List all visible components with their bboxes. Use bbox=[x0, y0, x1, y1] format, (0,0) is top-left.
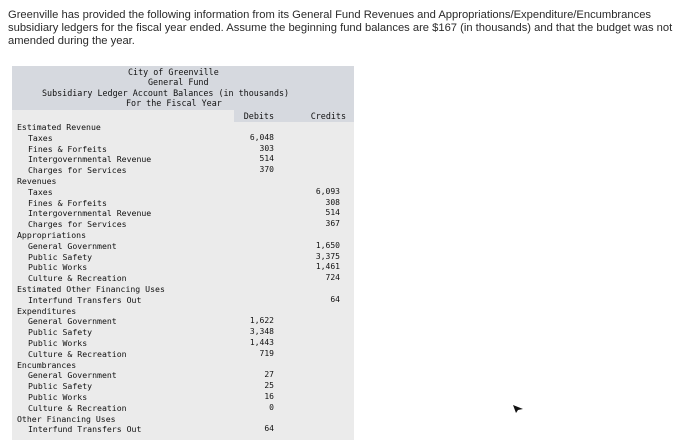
ledger-category-label: Other Financing Uses bbox=[17, 413, 116, 424]
ledger-account-label: General Government bbox=[28, 316, 117, 327]
credit-amount: 724 bbox=[325, 273, 340, 283]
credits-column-header: Credits bbox=[274, 110, 354, 122]
debits-column-header: Debits bbox=[234, 110, 274, 122]
credit-amount: 308 bbox=[325, 197, 340, 207]
credit-amount: 367 bbox=[325, 219, 340, 229]
ledger-account-label: Public Works bbox=[28, 391, 88, 402]
credit-amount: 3,375 bbox=[315, 251, 340, 261]
ledger-account-label: Public Safety bbox=[28, 381, 93, 392]
ledger-account-label: Interfund Transfers Out bbox=[28, 294, 142, 305]
debit-amount: 1,443 bbox=[249, 337, 274, 347]
ledger-category-label: Estimated Revenue bbox=[17, 122, 101, 132]
ledger-row bbox=[12, 262, 354, 273]
ledger-account-label: Taxes bbox=[28, 186, 53, 197]
ledger-row bbox=[12, 414, 354, 425]
ledger-category-label: Revenues bbox=[17, 175, 57, 186]
ledger-row bbox=[12, 392, 354, 403]
ledger-title-city: City of Greenville bbox=[128, 67, 219, 77]
ledger-row bbox=[12, 360, 354, 371]
ledger-row bbox=[12, 122, 354, 133]
credit-amount: 64 bbox=[330, 294, 340, 304]
ledger-row bbox=[12, 154, 354, 165]
ledger-row bbox=[12, 198, 354, 209]
debit-amount: 719 bbox=[259, 348, 274, 358]
ledger-category-label: Encumbrances bbox=[17, 359, 77, 370]
ledger-category-label: Appropriations bbox=[17, 229, 87, 240]
ledger-category-label: Estimated Other Financing Uses bbox=[17, 283, 165, 294]
problem-statement: Greenville has provided the following information from its General Fund Revenues and Appropriations/Expenditure/Encumbrances subsidiary ledgers for the fiscal year ended. Assume the beginning fund balances are $167 (in thousands) and that the budget was not amended during the year. bbox=[8, 9, 673, 47]
ledger-rows bbox=[12, 122, 354, 435]
debit-amount: 3,348 bbox=[249, 327, 274, 337]
ledger-account-label: Intergovernmental Revenue bbox=[28, 208, 152, 219]
ledger-row bbox=[12, 133, 354, 144]
ledger-row bbox=[12, 230, 354, 241]
ledger-title-fund: General Fund bbox=[148, 77, 209, 87]
ledger-header bbox=[12, 66, 354, 110]
ledger-row bbox=[12, 208, 354, 219]
credit-amount: 514 bbox=[325, 208, 340, 218]
ledger-row bbox=[12, 316, 354, 327]
ledger-row bbox=[12, 284, 354, 295]
ledger-account-label: Fines & Forfeits bbox=[28, 197, 107, 208]
ledger-account-label: Public Safety bbox=[28, 251, 93, 262]
ledger-account-label: Charges for Services bbox=[28, 165, 127, 176]
credit-amount: 6,093 bbox=[315, 186, 340, 196]
ledger-row bbox=[12, 403, 354, 414]
ledger-account-label: Public Works bbox=[28, 337, 88, 348]
debit-amount: 16 bbox=[264, 391, 274, 401]
ledger-row bbox=[12, 165, 354, 176]
ledger-row bbox=[12, 349, 354, 360]
ledger-row bbox=[12, 176, 354, 187]
debit-amount: 6,048 bbox=[249, 132, 274, 142]
credit-amount: 1,461 bbox=[315, 262, 340, 272]
ledger-row bbox=[12, 144, 354, 155]
ledger-row bbox=[12, 252, 354, 263]
ledger-row bbox=[12, 327, 354, 338]
debit-amount: 27 bbox=[264, 370, 274, 380]
ledger-account-label: General Government bbox=[28, 240, 117, 251]
ledger-table bbox=[12, 66, 354, 440]
ledger-account-label: General Government bbox=[28, 370, 117, 381]
ledger-account-label: Taxes bbox=[28, 132, 53, 143]
debit-amount: 25 bbox=[264, 381, 274, 391]
ledger-row bbox=[12, 241, 354, 252]
ledger-row bbox=[12, 295, 354, 306]
debit-amount: 64 bbox=[264, 424, 274, 434]
ledger-row bbox=[12, 338, 354, 349]
debit-amount: 1,622 bbox=[249, 316, 274, 326]
ledger-account-label: Culture & Recreation bbox=[28, 348, 127, 359]
ledger-account-label: Charges for Services bbox=[28, 219, 127, 230]
ledger-category-label: Expenditures bbox=[17, 305, 77, 316]
ledger-row bbox=[12, 219, 354, 230]
ledger-account-label: Interfund Transfers Out bbox=[28, 424, 142, 435]
ledger-row bbox=[12, 370, 354, 381]
ledger-account-label: Culture & Recreation bbox=[28, 402, 127, 413]
ledger-row bbox=[12, 381, 354, 392]
ledger-account-label: Intergovernmental Revenue bbox=[28, 154, 152, 165]
debit-amount: 514 bbox=[259, 154, 274, 164]
ledger-account-label: Public Safety bbox=[28, 327, 93, 338]
credit-amount: 1,650 bbox=[315, 240, 340, 250]
ledger-row bbox=[12, 306, 354, 317]
ledger-title-period: For the Fiscal Year bbox=[126, 98, 222, 108]
ledger-row bbox=[12, 424, 354, 435]
ledger-row bbox=[12, 273, 354, 284]
ledger-account-label: Culture & Recreation bbox=[28, 273, 127, 284]
mouse-pointer-icon bbox=[512, 404, 524, 414]
debit-amount: 0 bbox=[269, 402, 274, 412]
debit-amount: 303 bbox=[259, 143, 274, 153]
ledger-account-label: Fines & Forfeits bbox=[28, 143, 107, 154]
ledger-account-label: Public Works bbox=[28, 262, 88, 273]
debit-amount: 370 bbox=[259, 165, 274, 175]
ledger-title-subsidiary: Subsidiary Ledger Account Balances (in thousands) bbox=[42, 88, 290, 98]
ledger-row bbox=[12, 187, 354, 198]
